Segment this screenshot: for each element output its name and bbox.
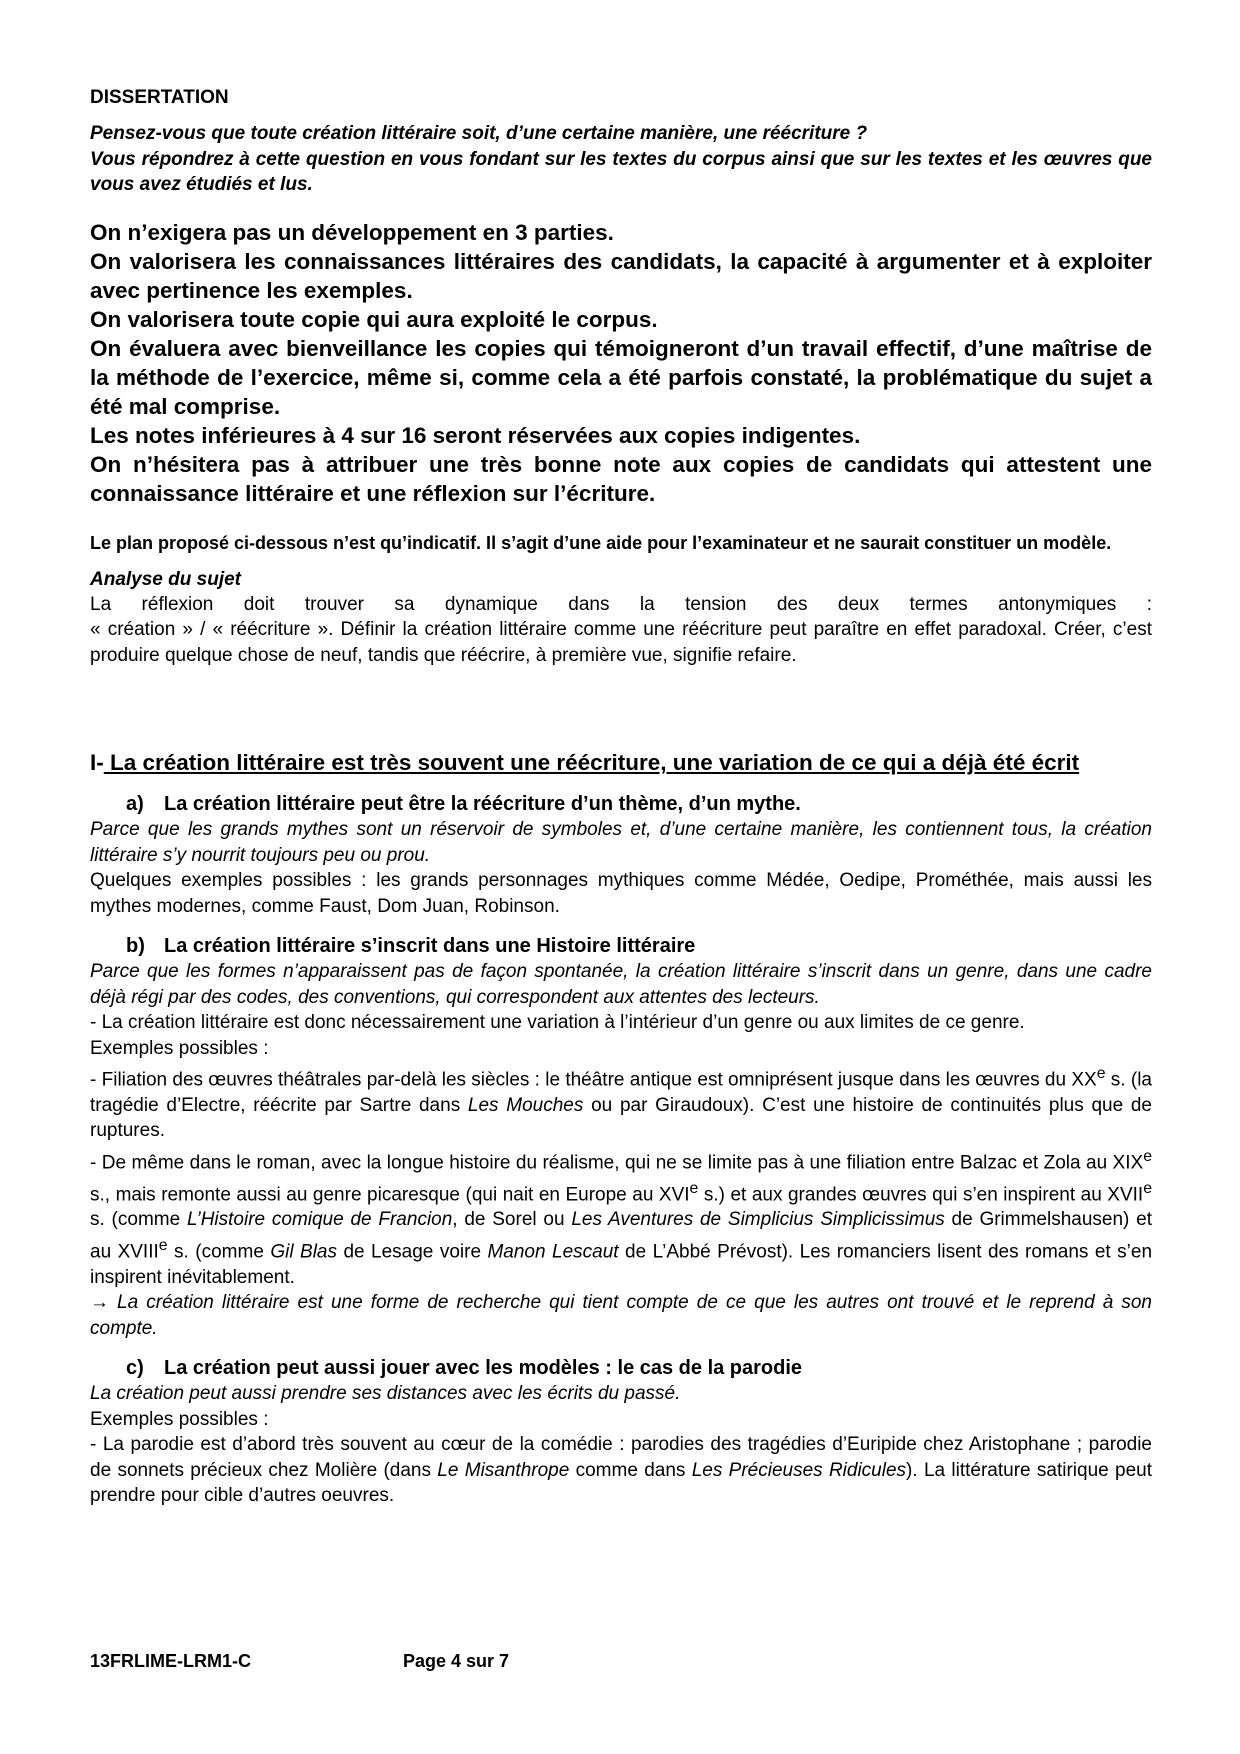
subsection-b bbox=[90, 933, 1152, 1341]
text-run: s. (comme bbox=[90, 1209, 187, 1231]
subsection-argument: Parce que les grands mythes sont un réservoir de symboles et, d’une certaine manière, les contiennent tous, la création littéraire s’y nourrit toujours peu ou prou. bbox=[90, 819, 1152, 866]
instruction-item: On n’exigera pas un développement en 3 parties. bbox=[90, 219, 614, 245]
subsection-letter: a) bbox=[126, 793, 144, 815]
subsection-letter: b) bbox=[126, 935, 145, 957]
text-run: ). La littérature satirique peut prendre pour cible d’autres oeuvres. bbox=[90, 1459, 1153, 1507]
subsection-c bbox=[90, 1355, 1152, 1509]
work-title: Les Mouches bbox=[467, 1094, 584, 1116]
work-title: L’Histoire comique de Francion bbox=[186, 1209, 453, 1231]
superscript: e bbox=[158, 1236, 168, 1254]
instruction-item: On évaluera avec bienveillance les copies qui témoigneront d’un travail effectif, d’une maîtrise de la méthode de l’exercice, même si, comme cela a été parfois constaté, la problématique du sujet a été mal comprise. bbox=[90, 335, 1152, 419]
instruction-item: On n’hésitera pas à attribuer une très bonne note aux copies de candidats qui attestent une connaissance littéraire et une réflexion sur l’écriture. bbox=[90, 451, 1152, 506]
superscript: e bbox=[1096, 1065, 1106, 1082]
document-code: 13FRLIME-LRM1-C bbox=[90, 1651, 251, 1671]
question-line: Vous répondrez à cette question en vous fondant sur les textes du corpus ainsi que sur les textes et les œuvres que vous avez étudiés et lus. bbox=[90, 148, 1152, 195]
instruction-item: On valorisera les connaissances littéraires des candidats, la capacité à argumenter et à exploiter avec pertinence les exemples. bbox=[90, 248, 1152, 303]
text-run: de Lesage voire bbox=[337, 1241, 488, 1263]
subsection-title: La création littéraire peut être la réécriture d’un thème, d’un mythe. bbox=[164, 793, 801, 815]
work-title: Les Aventures de Simplicius Simplicissimus bbox=[571, 1209, 945, 1231]
subsection-a bbox=[90, 791, 1152, 919]
text-run: - Filiation des œuvres théâtrales par-delà les siècles : le théâtre antique est omniprésent jusque dans les œuvres du XX bbox=[90, 1069, 1097, 1091]
superscript: e bbox=[1143, 1179, 1153, 1197]
text-run: s.) et aux grandes œuvres qui s’en inspirent au XVII bbox=[698, 1183, 1144, 1205]
subsection-heading bbox=[90, 1355, 1152, 1381]
subsection-argument: Parce que les formes n’apparaissent pas de façon spontanée, la création littéraire s’inscrit dans un genre, dans une cadre déjà régi par des codes, des conventions, qui correspondent aux attentes des lecteurs. bbox=[90, 961, 1152, 1008]
plan-note: Le plan proposé ci-dessous n’est qu’indicatif. Il s’agit d’une aide pour l’examinateur et ne saurait constituer un modèle. bbox=[90, 532, 1112, 553]
subsection-title: La création littéraire s’inscrit dans une Histoire littéraire bbox=[164, 935, 696, 957]
text-run: de Grimmelshausen) et au XVIII bbox=[90, 1209, 1153, 1263]
body-paragraph bbox=[90, 1061, 1152, 1144]
section-title-text: La création littéraire est très souvent une réécriture, une variation de ce qui a déjà été écrit bbox=[103, 750, 1080, 775]
subsection-heading bbox=[90, 933, 1152, 959]
text-run: - De même dans le roman, avec la longue histoire du réalisme, qui ne se limite pas à une filiation entre Balzac et Zola au XIX bbox=[90, 1152, 1144, 1174]
subsection-letter: c) bbox=[126, 1357, 144, 1380]
page-footer bbox=[90, 1650, 509, 1672]
work-title: Manon Lescaut bbox=[487, 1241, 619, 1263]
analyse-heading: Analyse du sujet bbox=[90, 568, 241, 590]
work-title: Le Misanthrope bbox=[437, 1459, 570, 1481]
subsection-title: La création peut aussi jouer avec les modèles : le cas de la parodie bbox=[164, 1357, 803, 1380]
section-number: I- bbox=[90, 750, 104, 775]
subsection-conclusion: → La création littéraire est une forme de recherche qui tient compte de ce que les autres ont trouvé et le reprend à son compte. bbox=[90, 1292, 1152, 1339]
section-heading bbox=[90, 748, 1152, 777]
text-run: - La parodie est d’abord très souvent au cœur de la comédie : parodies des tragédies d’Euripide chez Aristophane ; parodie de sonnets précieux chez Molière (dans bbox=[90, 1434, 1152, 1481]
instruction-item: Les notes inférieures à 4 sur 16 seront réservées aux copies indigentes. bbox=[90, 422, 861, 448]
body-paragraph bbox=[90, 1144, 1152, 1290]
document-title: DISSERTATION bbox=[90, 87, 229, 108]
text-run: de L’Abbé Prévost). Les romanciers lisent des romans et s’en inspirent inévitablement. bbox=[90, 1241, 1153, 1288]
work-title: Gil Blas bbox=[270, 1241, 337, 1263]
superscript: e bbox=[689, 1179, 699, 1197]
work-title: Les Précieuses Ridicules bbox=[691, 1459, 907, 1481]
superscript: e bbox=[1143, 1147, 1152, 1165]
text-run: s. (la tragédie d’Electre, réécrite par Sartre dans bbox=[90, 1069, 1152, 1116]
body-paragraph bbox=[90, 1432, 1152, 1509]
question-line: Pensez-vous que toute création littéraire soit, d’une certaine manière, une réécriture ? bbox=[90, 123, 868, 144]
document-page bbox=[90, 86, 1152, 1509]
analyse-paragraph bbox=[90, 592, 1152, 669]
text-run: s., mais remonte aussi au genre picaresque (qui nait en Europe au XVI bbox=[90, 1183, 690, 1205]
examples-label: Exemples possibles : bbox=[90, 1037, 269, 1059]
text-run: comme dans bbox=[569, 1459, 692, 1481]
body-paragraph: - La création littéraire est donc nécessairement une variation à l’intérieur d’un genre ou aux limites de ce genre. bbox=[90, 1012, 1025, 1033]
page-number: Page 4 sur 7 bbox=[403, 1651, 510, 1671]
dissertation-question bbox=[90, 121, 1152, 198]
grading-instructions bbox=[90, 218, 1152, 508]
subsection-argument: La création peut aussi prendre ses distances avec les écrits du passé. bbox=[90, 1383, 681, 1405]
examples-label: Exemples possibles : bbox=[90, 1408, 269, 1430]
analyse-line: « création » / « réécriture ». Définir la création littéraire comme une réécriture peut paraître en effet paradoxal. Créer, c’est produire quelque chose de neuf, tandis que réécrire, à première vue, signifie refaire. bbox=[90, 619, 1152, 666]
text-run: ou par Giraudoux). C’est une histoire de continuités plus que de ruptures. bbox=[90, 1094, 1153, 1142]
instruction-item: On valorisera toute copie qui aura exploité le corpus. bbox=[90, 306, 658, 332]
subsection-heading bbox=[90, 791, 1152, 817]
subsection-examples: Quelques exemples possibles : les grands personnages mythiques comme Médée, Oedipe, Prométhée, mais aussi les mythes modernes, comme Faust, Dom Juan, Robinson. bbox=[90, 870, 1152, 917]
text-run: , de Sorel ou bbox=[452, 1209, 572, 1231]
analyse-line: La réflexion doit trouver sa dynamique dans la tension des deux termes antonymiques : bbox=[90, 593, 1152, 615]
text-run: s. (comme bbox=[167, 1241, 271, 1263]
